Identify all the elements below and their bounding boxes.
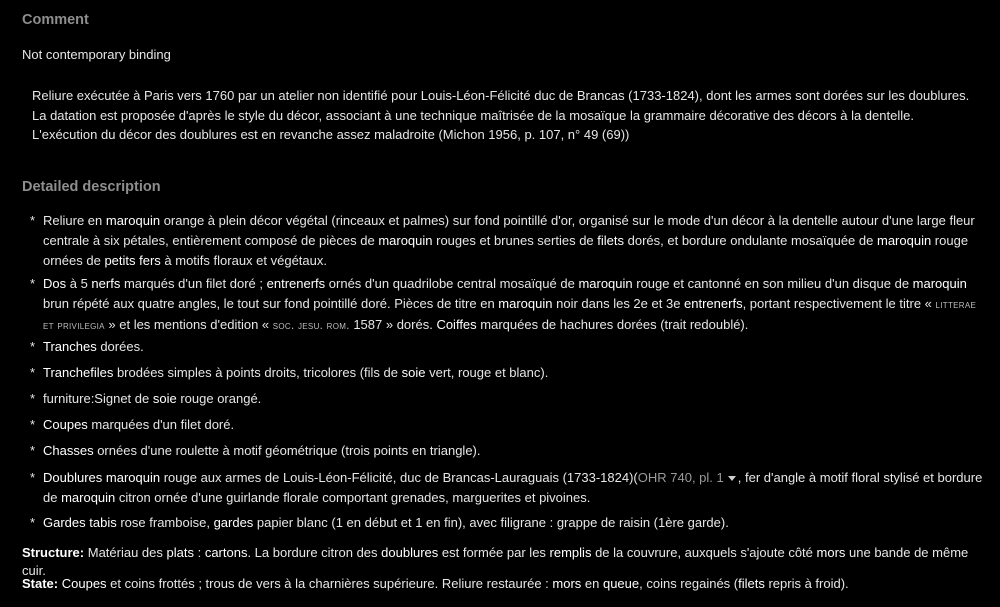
- list-item-text: Gardes tabis rose framboise, gardes papier blanc (1 en début et 1 en fin), avec filigrane : grappe de raisin (1ère garde).: [43, 515, 729, 530]
- term-link[interactable]: Coiffes: [436, 317, 477, 332]
- term-link[interactable]: remplis: [549, 545, 592, 560]
- term-link[interactable]: maroquin: [378, 233, 433, 248]
- list-item-text: Reliure en maroquin orange à plein décor végétal (rinceaux et palmes) sur fond pointillé d'or, organisé sur le mode d'un décor à la dentelle autour d'une large fleur centrale à six pétales, entièrement composé de pièces de maroquin rouges et brunes serties de filets dorés, et bordure ondulante mosaïquée de maroquin rouge ornées de petits fers à motifs floraux et végétaux.: [43, 213, 975, 268]
- term-link[interactable]: maroquin: [498, 296, 553, 311]
- term-link[interactable]: maroquin: [105, 213, 161, 228]
- list-item-covering: [30, 211, 990, 271]
- state-label: State:: [22, 576, 59, 591]
- term-link[interactable]: Doublures: [43, 470, 103, 485]
- term-link[interactable]: Tranchefiles: [43, 365, 114, 380]
- bullet: *: [30, 339, 36, 354]
- term-link[interactable]: doublures: [381, 545, 439, 560]
- list-item-text: Tranchefiles brodées simples à points droits, tricolores (fils de soie vert, rouge et blanc).: [43, 365, 549, 380]
- caret-down-icon[interactable]: [728, 476, 736, 481]
- term-link[interactable]: petits fers: [104, 253, 161, 268]
- term-link[interactable]: Gardes: [43, 515, 86, 530]
- bullet: *: [30, 443, 36, 458]
- term-link[interactable]: maroquin: [61, 490, 116, 505]
- list-item-board-edges: [30, 415, 990, 435]
- binding-note: Not contemporary binding: [22, 47, 171, 62]
- term-link[interactable]: cartons: [204, 545, 248, 560]
- structure-line: Structure: Matériau des plats : cartons. La bordure citron des doublures est formée par les remplis de la couvrure, auxquels s'ajoute côté mors une bande de même cuir.: [22, 545, 969, 578]
- list-item-bookmark: [30, 389, 990, 409]
- term-link[interactable]: plats: [166, 545, 194, 560]
- term-link[interactable]: maroquin: [578, 276, 633, 291]
- small-caps-title: litterae et privilegia: [43, 299, 977, 332]
- list-item-text: Dos à 5 nerfs marqués d'un filet doré ; entrenerfs ornés d'un quadrilobe central mosaïqué de maroquin rouge et cantonné en son milieu d'un disque de maroquin brun répété aux quatre angles, le tout sur fond pointillé doré. Pièces de titre en maroquin noir dans les 2e et 3e entrenerfs, portant respectivement le titre « litterae et privilegia » et les mentions d'edition « soc. jesu. rom. 1587 » dorés. Coiffes marquées de hachures dorées (trait redoublé).: [43, 276, 977, 332]
- term-link[interactable]: filets: [597, 233, 625, 248]
- list-item-text: Coupes marquées d'un filet doré.: [43, 417, 235, 432]
- list-item-text: Chasses ornées d'une roulette à motif géométrique (trois points en triangle).: [43, 443, 481, 458]
- reference-link[interactable]: OHR 740, pl. 1: [637, 470, 724, 485]
- term-link[interactable]: nerfs: [91, 276, 121, 291]
- term-link[interactable]: maroquin: [876, 233, 932, 248]
- list-item-headbands: [30, 363, 990, 383]
- bullet: *: [30, 391, 36, 406]
- term-link[interactable]: Dos: [43, 276, 67, 291]
- term-link[interactable]: gardes: [213, 515, 254, 530]
- term-link[interactable]: mors: [552, 576, 582, 591]
- term-link[interactable]: entrenerfs: [684, 296, 743, 311]
- term-link[interactable]: maroquin: [105, 470, 161, 485]
- bullet: *: [30, 417, 36, 432]
- small-caps-edition: soc. jesu. rom.: [272, 320, 350, 332]
- bullet: *: [30, 515, 36, 530]
- list-item-doublures: [30, 468, 990, 508]
- list-item-spine: [30, 274, 990, 336]
- detailed-description-heading: Detailed description: [22, 179, 161, 195]
- term-link[interactable]: soie: [152, 391, 177, 406]
- term-link[interactable]: Coupes: [43, 417, 88, 432]
- bullet: *: [30, 365, 36, 380]
- structure-label: Structure:: [22, 545, 85, 560]
- list-item-text: furniture:Signet de soie rouge orangé.: [43, 391, 262, 406]
- term-link[interactable]: filets: [738, 576, 765, 591]
- list-item-edges: [30, 337, 990, 357]
- comment-paragraph: Reliure exécutée à Paris vers 1760 par un atelier non identifié pour Louis-Léon-Félicité duc de Brancas (1733-1824), dont les armes sont dorées sur les doublures. La datation est proposée d'après le style du décor, associant à une technique maîtrisée de la mosaïque la grammaire décorative des décors à la dentelle. L'exécution du décor des doublures est en revanche assez maladroite (Michon 1956, p. 107, n° 49 (69)): [32, 88, 970, 142]
- term-link[interactable]: tabis: [89, 515, 117, 530]
- list-item-text: Tranches dorées.: [43, 339, 144, 354]
- term-link[interactable]: entrenerfs: [266, 276, 326, 291]
- term-link[interactable]: maroquin: [912, 276, 967, 291]
- term-link[interactable]: soie: [401, 365, 426, 380]
- state-line: State: Coupes et coins frottés ; trous de vers à la charnières supérieure. Reliure restaurée : mors en queue, coins regainés (filets repris à froid).: [22, 576, 849, 591]
- term-link[interactable]: Coupes: [61, 576, 107, 591]
- list-item-endpapers: [30, 513, 990, 533]
- term-link[interactable]: Tranches: [43, 339, 97, 354]
- bullet: *: [30, 213, 36, 228]
- list-item-text: Doublures maroquin rouge aux armes de Louis-Léon-Félicité, duc de Brancas-Lauraguais (1733-1824)(OHR 740, pl. 1 , fer d'angle à motif floral stylisé et bordure de maroquin citron ornée d'une guirlande florale comportant grenades, marguerites et pivoines.: [43, 470, 983, 505]
- bullet: *: [30, 276, 36, 291]
- bullet: *: [30, 470, 36, 485]
- term-link[interactable]: queue: [602, 576, 640, 591]
- term-link[interactable]: mors: [816, 545, 846, 560]
- comment-heading: Comment: [22, 12, 89, 28]
- list-item-squares: [30, 441, 990, 461]
- term-link[interactable]: Chasses: [43, 443, 94, 458]
